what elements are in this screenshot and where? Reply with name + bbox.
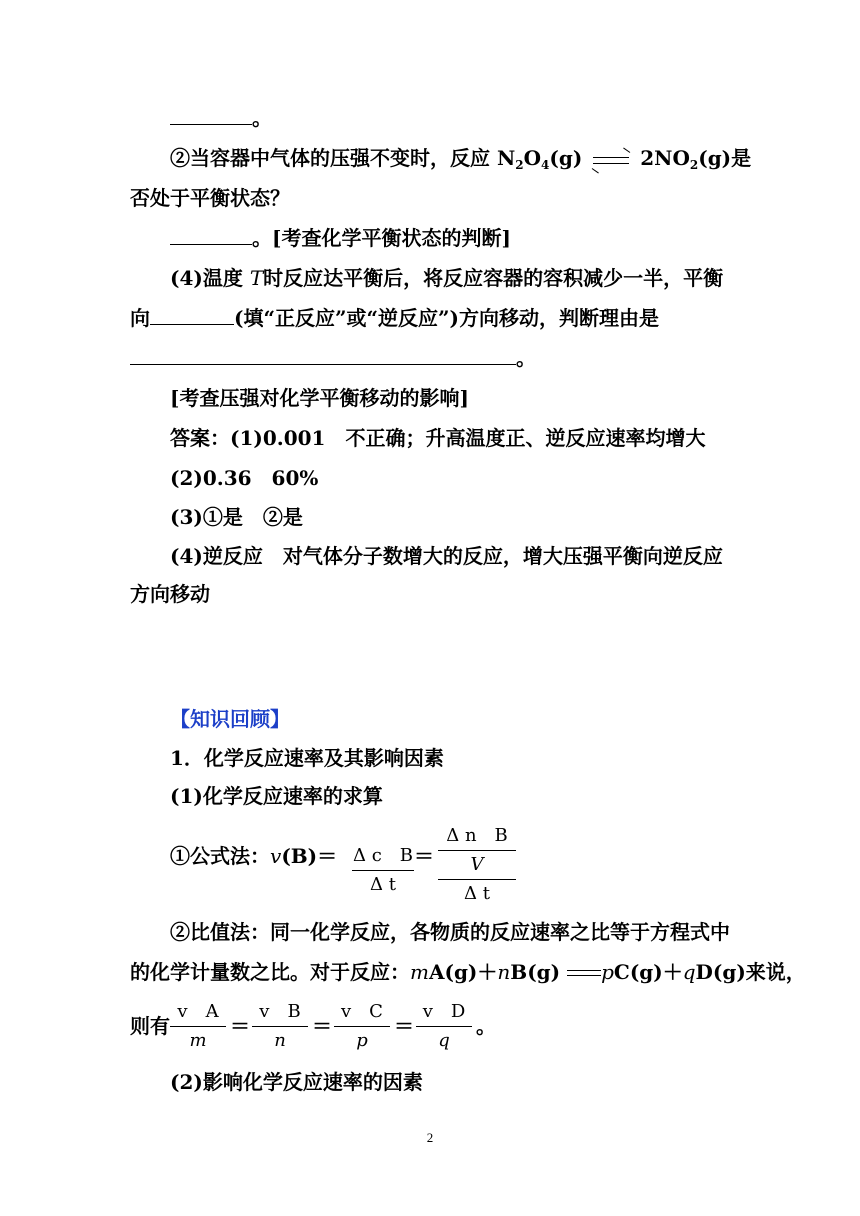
question-line-6: 向 (填“正反应”或“逆反应”)方向移动，判断理由是 xyxy=(130,306,659,330)
ratio-fraction-c: v C p xyxy=(334,1000,390,1053)
equals-arrow-icon xyxy=(567,968,601,980)
answer-line-3: (3)①是 ②是 xyxy=(170,505,303,529)
answer-blank-line-7: 。 xyxy=(130,344,536,372)
answer-line-4: (4)逆反应 对气体分子数增大的反应，增大压强平衡向逆反应 xyxy=(170,544,723,568)
answer-blank-line-4: 。[考查化学平衡状态的判断] xyxy=(170,224,511,252)
equals-sign: ＝ xyxy=(394,1014,414,1038)
ratio-fraction-b: v B n xyxy=(252,1000,308,1053)
fill-blank[interactable] xyxy=(150,306,234,325)
fraction-dn-v-dt: Δ n B V Δ t xyxy=(438,824,516,906)
reversible-arrow-icon xyxy=(589,150,633,170)
equals-sign: ＝ xyxy=(312,1014,332,1038)
ratio-line-prefix: 则有 xyxy=(130,1014,170,1038)
answer-blank-line-1: 。 xyxy=(170,104,272,132)
question-line-2: ②当容器中气体的压强不变时，反应 $N_2O_4(g)$ $2NO_2(g)$是 xyxy=(170,146,752,172)
subsection-title: 1．化学反应速率及其影响因素 xyxy=(170,746,444,770)
ratio-fraction-d: v D q xyxy=(416,1000,472,1053)
formula-line: ①公式法：v(B)＝ xyxy=(170,844,338,868)
subsection-item-1: (1)化学反应速率的求算 xyxy=(170,784,383,808)
answer-line-5: 方向移动 xyxy=(130,582,210,606)
equals-sign: ＝ xyxy=(230,1014,250,1038)
fraction-dc-dt: Δ c B Δ t xyxy=(352,845,414,895)
ratio-fraction-a: v A m xyxy=(170,1000,226,1053)
answer-line-2: (2)0.36 60% xyxy=(170,466,319,490)
equals-sign: ＝ xyxy=(414,844,434,868)
question-line-5: (4)温度 T时反应达平衡后，将反应容器的容积减少一半，平衡 xyxy=(170,266,724,290)
fill-blank[interactable] xyxy=(130,346,516,365)
ratio-method-line-2: 的化学计量数之比。对于反应：mA(g)＋nB(g) pC(g)＋qD(g)来说， xyxy=(130,960,806,984)
answer-line-1: 答案：(1)0.001 不正确；升高温度正、逆反应速率均增大 xyxy=(170,426,706,450)
section-heading: 【知识回顾】 xyxy=(170,707,290,731)
ratio-method-line-1: ②比值法：同一化学反应，各物质的反应速率之比等于方程式中 xyxy=(170,920,730,944)
subsection-item-2: (2)影响化学反应速率的因素 xyxy=(170,1070,423,1094)
period: 。 xyxy=(476,1014,496,1038)
fill-blank[interactable] xyxy=(170,226,252,245)
page-number: 2 xyxy=(426,1130,434,1145)
fill-blank[interactable] xyxy=(170,106,252,125)
question-line-3: 否处于平衡状态？ xyxy=(130,186,290,210)
topic-note: [考查压强对化学平衡移动的影响] xyxy=(170,386,469,410)
